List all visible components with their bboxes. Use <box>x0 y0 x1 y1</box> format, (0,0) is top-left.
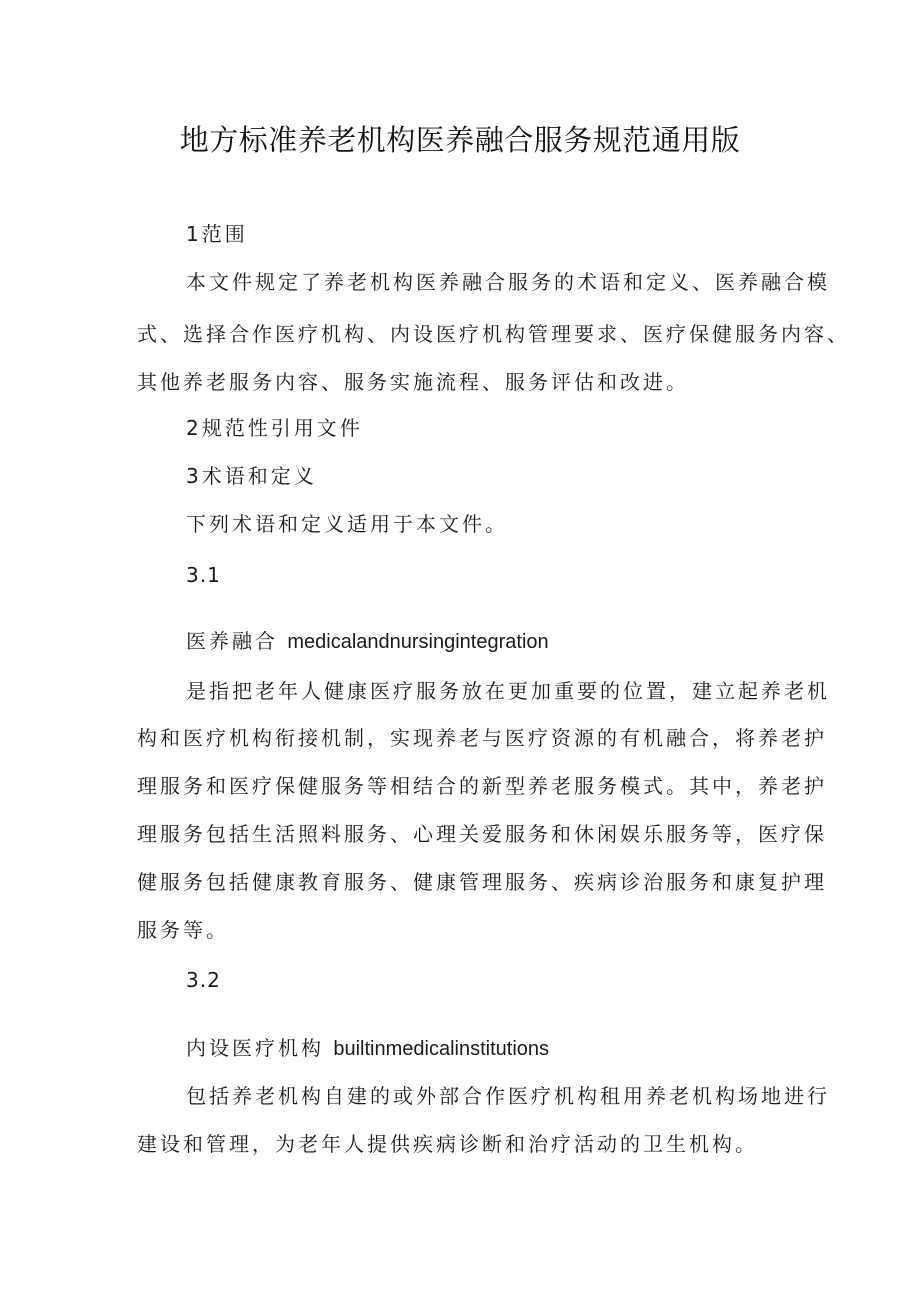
term-3-1-definition-line: 理服务和医疗保健服务等相结合的新型养老服务模式。其中，养老护 <box>137 774 827 798</box>
term-3-2-number: 3.2 <box>186 968 221 992</box>
section-1-paragraph-line: 本文件规定了养老机构医养融合服务的术语和定义、医养融合模 <box>186 270 830 294</box>
term-3-2-english: builtinmedicalinstitutions <box>333 1038 550 1060</box>
term-3-2-definition-line: 包括养老机构自建的或外部合作医疗机构租用养老机构场地进行 <box>186 1084 830 1108</box>
term-3-1-definition-line: 服务等。 <box>137 918 229 942</box>
term-3-1-english: medicalandnursingintegration <box>287 631 549 653</box>
section-3-intro: 下列术语和定义适用于本文件。 <box>186 512 508 536</box>
section-2-heading: 2规范性引用文件 <box>186 416 363 440</box>
term-3-1-definition-line: 是指把老年人健康医疗服务放在更加重要的位置，建立起养老机 <box>186 679 830 703</box>
term-3-1-definition-line: 健服务包括健康教育服务、健康管理服务、疾病诊治服务和康复护理 <box>137 870 827 894</box>
term-3-2-definition-line: 建设和管理，为老年人提供疾病诊断和治疗活动的卫生机构。 <box>137 1132 758 1156</box>
section-1-paragraph-line: 式、选择合作医疗机构、内设医疗机构管理要求、医疗保健服务内容、 <box>137 322 850 346</box>
term-3-2-chinese: 内设医疗机构 <box>186 1036 324 1060</box>
section-3-heading: 3术语和定义 <box>186 464 317 488</box>
term-3-2-heading <box>186 1032 549 1061</box>
term-3-1-chinese: 医养融合 <box>186 629 278 653</box>
term-3-1-heading <box>186 625 549 654</box>
term-3-1-definition-line: 构和医疗机构衔接机制，实现养老与医疗资源的有机融合，将养老护 <box>137 726 827 750</box>
section-1-paragraph-line: 其他养老服务内容、服务实施流程、服务评估和改进。 <box>137 370 689 394</box>
term-3-1-definition-line: 理服务包括生活照料服务、心理关爱服务和休闲娱乐服务等，医疗保 <box>137 822 827 846</box>
section-1-heading: 1范围 <box>186 222 248 246</box>
term-3-1-number: 3.1 <box>186 563 221 587</box>
document-title: 地方标准养老机构医养融合服务规范通用版 <box>179 123 741 157</box>
